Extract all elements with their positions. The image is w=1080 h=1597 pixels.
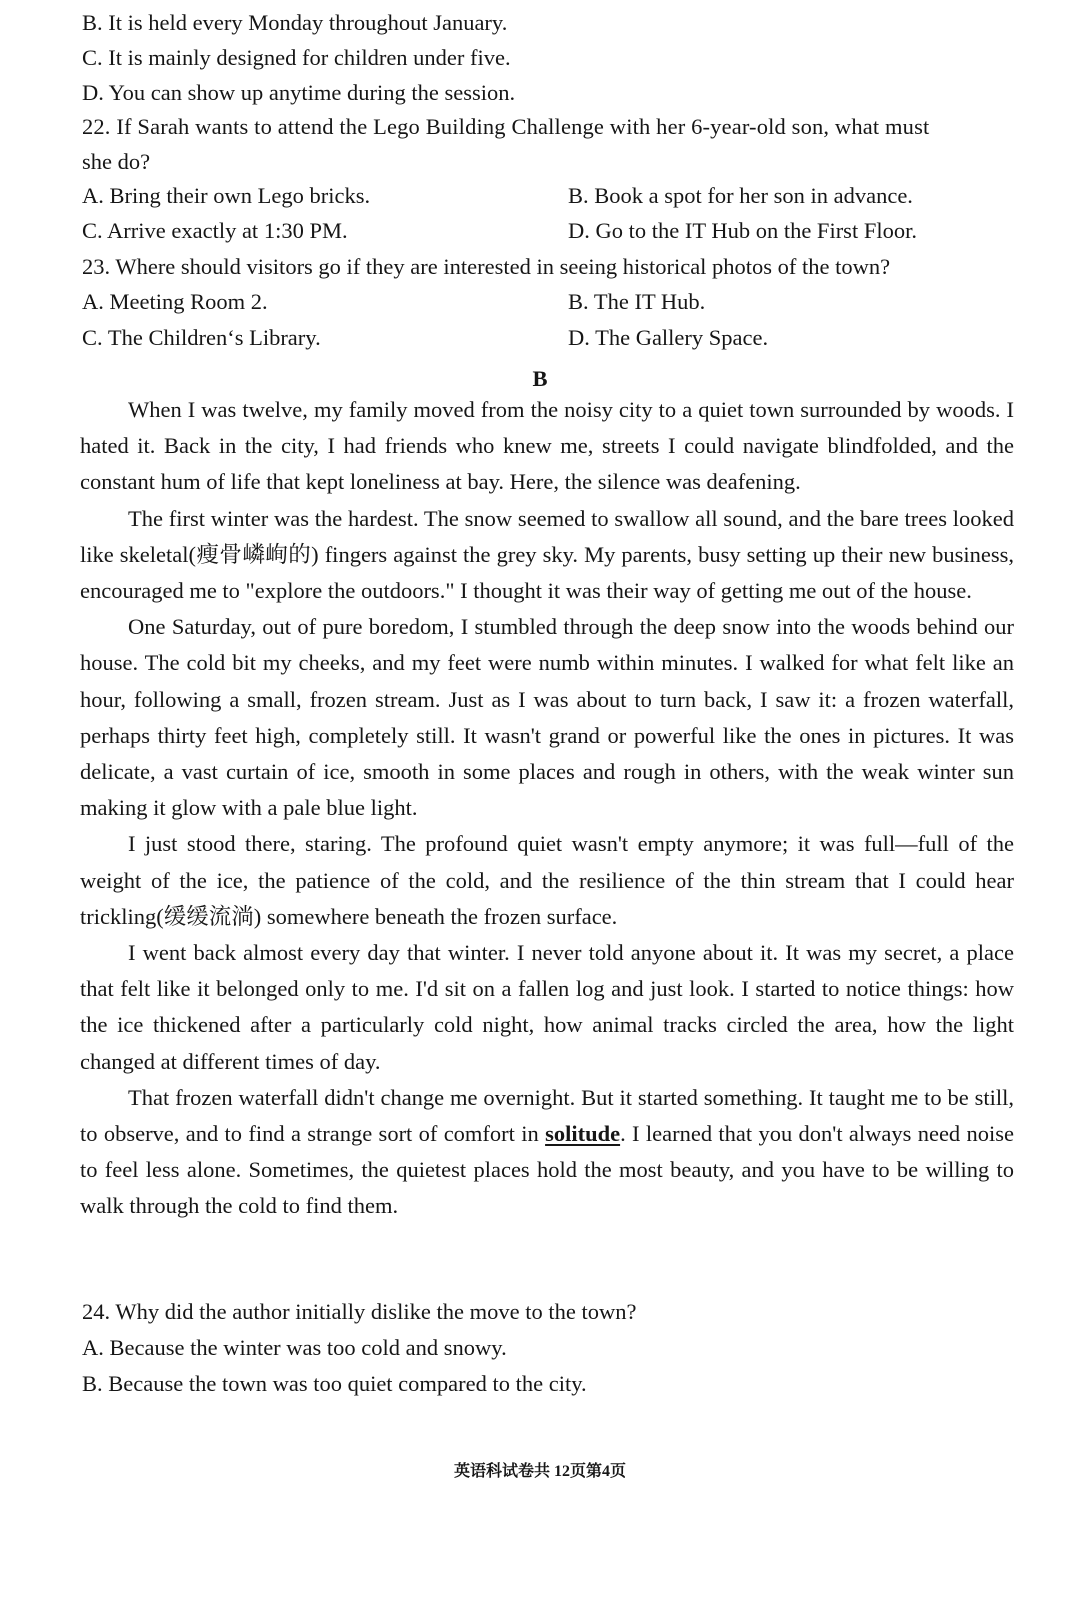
passage-paragraph-6	[80, 1080, 1014, 1225]
page-footer: 英语科试卷共 12页第4页	[453, 1463, 626, 1480]
q22-option-a: A. Bring their own Lego bricks.	[82, 183, 371, 208]
passage-paragraph-3: One Saturday, out of pure boredom, I stumbled through the deep snow into the woods behind our house. The cold bit my cheeks, and my feet were numb within minutes. I walked for what felt like an hour, following a small, frozen stream. Just as I was about to turn back, I saw it: a frozen waterfall, perhaps thirty feet high, completely still. It wasn't grand or powerful like the ones in pictures. It was delicate, a vast curtain of ice, smooth in some places and rough in others, with the weak winter sun making it glow with a pale blue light.	[80, 614, 1014, 821]
q23-option-a: A. Meeting Room 2.	[82, 289, 268, 314]
q22-stem-line2: she do?	[82, 149, 151, 174]
keyword-solitude: solitude	[545, 1121, 621, 1147]
q24-option-a: A. Because the winter was too cold and snowy.	[82, 1335, 507, 1360]
q21-option-d: D. You can show up anytime during the session.	[82, 80, 516, 105]
paragraph-6-text-before: That frozen waterfall didn't change me overnight. But it started something. It taught me to be still, to observe, and to find a strange sort of comfort in	[80, 1084, 1014, 1147]
q24-option-b: B. Because the town was too quiet compared to the city.	[82, 1371, 587, 1396]
passage-paragraph-5: I went back almost every day that winter. I never told anyone about it. It was my secret, a place that felt like it belonged only to me. I'd sit on a fallen log and just look. I started to notice things: how the ice thickened after a particularly cold night, how animal tracks circled the area, how the light changed at different times of day.	[80, 940, 1014, 1074]
passage-b	[80, 392, 1014, 1225]
q22-stem-line1: 22. If Sarah wants to attend the Lego Building Challenge with her 6-year-old son, what must	[82, 114, 930, 139]
paragraph-6-text-after: . I learned that you don't always need noise to feel less alone. Sometimes, the quietest places hold the most beauty, and you have to be willing to walk through the cold to find them.	[80, 1121, 1014, 1219]
q24-stem: 24. Why did the author initially dislike the move to the town?	[82, 1299, 637, 1324]
q21-option-c: C. It is mainly designed for children under five.	[82, 45, 511, 70]
q22-option-c: C. Arrive exactly at 1:30 PM.	[82, 218, 348, 243]
section-b-heading: B	[532, 366, 548, 391]
q23-option-d: D. The Gallery Space.	[568, 325, 769, 350]
passage-paragraph-4: I just stood there, staring. The profound quiet wasn't empty anymore; it was full—full of the weight of the ice, the patience of the cold, and the resilience of the thin stream that I could hear trickling(缓缓流淌) somewhere beneath the frozen surface.	[80, 831, 1014, 929]
passage-paragraph-1: When I was twelve, my family moved from the noisy city to a quiet town surrounded by woods. I hated it. Back in the city, I had friends who knew me, streets I could navigate blindfolded, and the constant hum of life that kept loneliness at bay. Here, the silence was deafening.	[80, 397, 1014, 495]
q22-option-d: D. Go to the IT Hub on the First Floor.	[568, 218, 917, 243]
q23-option-c: C. The Children‘s Library.	[82, 325, 321, 350]
q21-option-b: B. It is held every Monday throughout January.	[82, 10, 508, 35]
q23-option-b: B. The IT Hub.	[568, 289, 706, 314]
q22-option-b: B. Book a spot for her son in advance.	[568, 183, 913, 208]
passage-paragraph-2: The first winter was the hardest. The snow seemed to swallow all sound, and the bare trees looked like skeletal(瘦骨嶙峋的) fingers against the grey sky. My parents, busy setting up their new business, encouraged me to "explore the outdoors." I thought it was their way of getting me out of the house.	[80, 505, 1014, 604]
q23-stem: 23. Where should visitors go if they are interested in seeing historical photos of the town?	[82, 254, 891, 279]
